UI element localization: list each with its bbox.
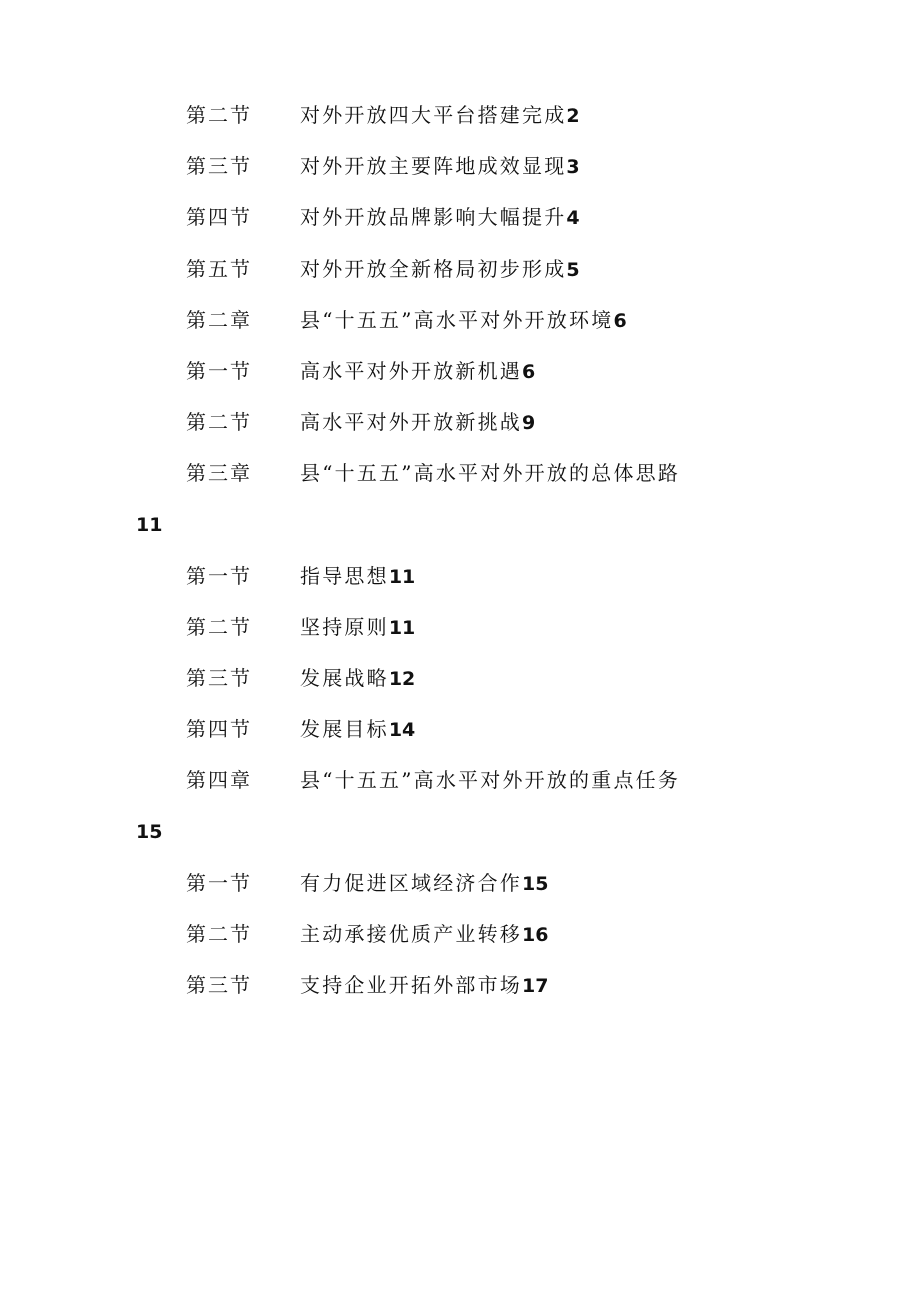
toc-entry-title <box>300 90 580 142</box>
toc-entry-label: 第三节 <box>186 973 252 998</box>
toc-entry-title-text: 对外开放四大平台搭建完成 <box>300 103 567 127</box>
toc-entry[interactable] <box>0 90 920 141</box>
toc-entry-title-text: 主动承接优质产业转移 <box>300 922 522 946</box>
toc-entry-title-text: 对外开放全新格局初步形成 <box>300 256 567 281</box>
toc-entry-label: 第一节 <box>186 358 252 383</box>
toc-entry-page: 5 <box>566 258 580 281</box>
toc-entry-title-text: 对外开放主要阵地成效显现 <box>300 154 567 179</box>
toc-entry-page: 4 <box>566 207 580 230</box>
toc-entry-title: 县“十五五”高水平对外开放的总体思路 <box>300 461 681 486</box>
toc-entry-title-text: 坚持原则 <box>300 614 389 639</box>
toc-entry-page: 14 <box>388 719 416 742</box>
toc-entry-wrapped-page-row <box>0 500 920 551</box>
toc-entry-label: 第二节 <box>186 410 252 435</box>
toc-entry-title <box>300 602 415 654</box>
table-of-contents <box>0 90 920 1011</box>
toc-entry-label: 第二节 <box>186 922 252 946</box>
toc-entry-label: 第二节 <box>186 103 252 127</box>
toc-entry-chapter[interactable] <box>0 755 920 806</box>
toc-entry-title <box>300 192 580 244</box>
toc-entry-chapter[interactable] <box>0 448 920 499</box>
toc-entry-page: 9 <box>522 412 536 435</box>
toc-entry-title <box>300 141 580 193</box>
toc-entry[interactable] <box>0 858 920 909</box>
toc-entry-title-text: 发展战略 <box>300 666 389 691</box>
toc-entry-title <box>300 551 415 603</box>
toc-entry-page: 11 <box>388 616 416 639</box>
toc-entry[interactable] <box>0 397 920 448</box>
toc-entry-wrapped-page-row <box>0 807 920 858</box>
toc-entry-page: 15 <box>136 820 163 843</box>
toc-entry-title <box>300 653 415 705</box>
toc-entry-title-text: 高水平对外开放新挑战 <box>300 410 522 435</box>
toc-entry-label: 第五节 <box>186 256 252 281</box>
toc-entry[interactable] <box>0 244 920 295</box>
toc-entry-label: 第四节 <box>186 205 252 230</box>
toc-entry-label: 第四章 <box>186 768 252 793</box>
toc-entry-title <box>300 244 580 296</box>
toc-entry-title <box>300 909 548 961</box>
toc-entry-page: 12 <box>388 668 416 691</box>
toc-entry[interactable] <box>0 909 920 960</box>
toc-entry-title-text: 支持企业开拓外部市场 <box>300 973 522 998</box>
toc-entry[interactable] <box>0 346 920 397</box>
toc-entry-page: 2 <box>566 105 580 127</box>
toc-entry-page: 6 <box>522 360 536 383</box>
toc-entry-page: 6 <box>613 309 627 332</box>
toc-entry-label: 第三节 <box>186 154 252 179</box>
toc-entry[interactable] <box>0 653 920 704</box>
toc-entry-title <box>300 704 415 756</box>
toc-entry-page: 3 <box>566 156 580 179</box>
toc-entry-title-text: 发展目标 <box>300 717 389 742</box>
toc-entry-title: 县“十五五”高水平对外开放的重点任务 <box>300 768 681 793</box>
toc-entry-title-text: 高水平对外开放新机遇 <box>300 358 522 383</box>
toc-entry-label: 第三章 <box>186 461 252 486</box>
toc-entry-title-text: 对外开放品牌影响大幅提升 <box>300 205 567 230</box>
toc-entry-label: 第四节 <box>186 717 252 742</box>
toc-entry[interactable] <box>0 960 920 1011</box>
toc-entry-title-text: 县“十五五”高水平对外开放环境 <box>300 307 614 332</box>
toc-entry-title <box>300 397 535 449</box>
toc-entry-chapter[interactable] <box>0 295 920 346</box>
toc-entry-label: 第一节 <box>186 563 252 588</box>
toc-entry-page: 11 <box>136 513 163 536</box>
toc-entry-label: 第一节 <box>186 870 252 895</box>
toc-entry-page: 11 <box>388 565 416 588</box>
toc-entry-page: 16 <box>522 924 549 946</box>
toc-entry-page: 17 <box>522 975 549 998</box>
toc-entry-label: 第三节 <box>186 666 252 691</box>
toc-entry[interactable] <box>0 602 920 653</box>
toc-entry-title <box>300 858 548 910</box>
toc-entry[interactable] <box>0 551 920 602</box>
toc-entry[interactable] <box>0 141 920 192</box>
toc-entry-label: 第二节 <box>186 614 252 639</box>
toc-entry-title-text: 指导思想 <box>300 563 389 588</box>
toc-entry[interactable] <box>0 704 920 755</box>
toc-entry-label: 第二章 <box>186 307 252 332</box>
toc-entry[interactable] <box>0 192 920 243</box>
toc-entry-page: 15 <box>522 872 549 895</box>
toc-entry-title-text: 有力促进区域经济合作 <box>300 870 522 895</box>
toc-entry-title <box>300 346 535 398</box>
toc-entry-title <box>300 960 548 1012</box>
toc-entry-title <box>300 295 627 347</box>
